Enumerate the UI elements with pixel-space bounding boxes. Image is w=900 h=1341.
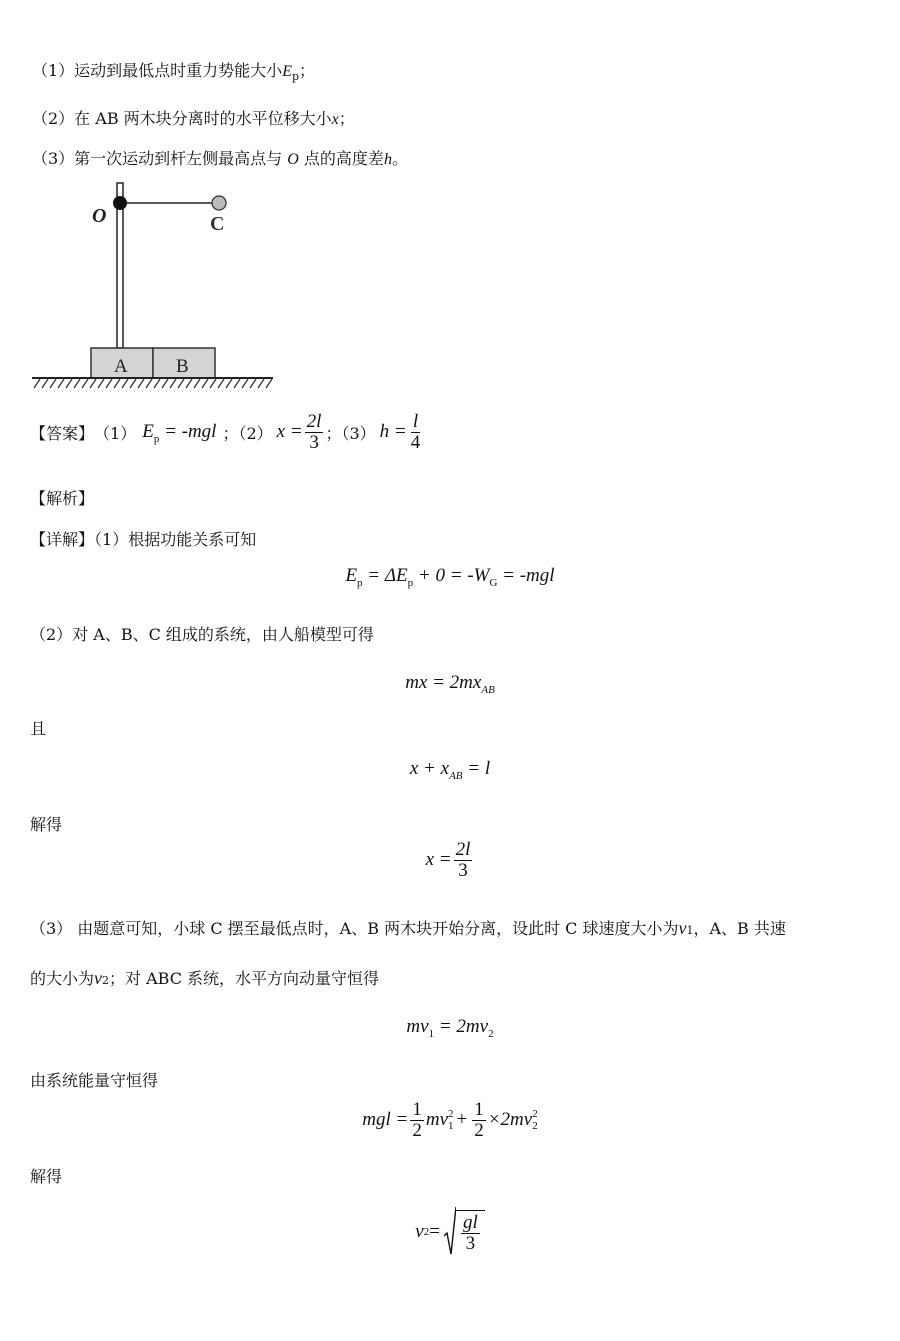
eq4-den: 3 bbox=[458, 859, 468, 881]
answer-h-lhs: h = bbox=[379, 421, 407, 443]
eq6-mid: mv bbox=[425, 1109, 449, 1131]
o-symbol: O bbox=[287, 151, 299, 168]
eq6-plus: + bbox=[456, 1109, 468, 1131]
eq7-sqrt bbox=[444, 1206, 485, 1258]
equation-6 bbox=[0, 1100, 900, 1141]
equation-3 bbox=[0, 758, 900, 782]
and-text: 且 bbox=[30, 719, 47, 738]
eq6-f1-den: 2 bbox=[412, 1119, 422, 1141]
eq6-tail-sup: 2 bbox=[532, 1108, 538, 1121]
step-3-text-2a: 的大小为 bbox=[30, 969, 95, 988]
eq6-mid-sup: 2 bbox=[448, 1108, 454, 1121]
label-c: C bbox=[210, 213, 225, 235]
label-o: O bbox=[92, 205, 107, 227]
eq1-c-sub: G bbox=[489, 576, 498, 589]
eq7-den: 3 bbox=[465, 1233, 476, 1254]
answer-line bbox=[30, 412, 424, 453]
detail-step-2: （2）对 A、B、C 组成的系统，由人船模型可得 bbox=[30, 625, 374, 644]
eq6-fraction-1 bbox=[410, 1100, 424, 1141]
answer-part-1-label: （1） bbox=[94, 423, 137, 443]
question-3-end: 。 bbox=[391, 149, 408, 168]
detail-tag: 【详解】 bbox=[30, 530, 95, 549]
answer-x-fraction bbox=[305, 412, 324, 453]
answer-x-num: 2l bbox=[306, 411, 322, 432]
detail-step-1: （1）根据功能关系可知 bbox=[94, 530, 257, 549]
eq7-fraction bbox=[461, 1213, 480, 1254]
sqrt-sign-icon bbox=[444, 1206, 456, 1258]
eq2-sub: AB bbox=[481, 683, 495, 696]
question-1-text: （1）运动到最低点时重力势能大小 bbox=[32, 61, 283, 80]
answer-h-den: 4 bbox=[410, 431, 421, 453]
eq7-num: gl bbox=[462, 1212, 478, 1234]
eq7-eq: = bbox=[429, 1221, 440, 1242]
question-3-mid: 点的高度差 bbox=[298, 149, 384, 168]
detail-step-3-line-2 bbox=[30, 966, 379, 989]
eq6-f2-num: 1 bbox=[474, 1099, 484, 1120]
eq6-fraction-2 bbox=[472, 1100, 486, 1141]
answer-sep-1: ；（2） bbox=[222, 423, 273, 443]
question-1-end: ； bbox=[299, 61, 316, 80]
answer-h-fraction bbox=[409, 412, 423, 453]
pivot-point bbox=[113, 196, 127, 210]
pendulum-figure bbox=[28, 178, 278, 393]
eq2-a: mx = 2mx bbox=[405, 672, 482, 693]
ball-c bbox=[212, 196, 226, 210]
answer-e-rhs: = -mgl bbox=[159, 420, 217, 442]
eq1-b: = ΔE bbox=[362, 565, 408, 586]
eq6-mid-sub: 1 bbox=[448, 1120, 454, 1133]
equation-4 bbox=[0, 840, 900, 881]
detail-step-4: 由系统能量守恒得 bbox=[30, 1071, 159, 1090]
question-3-text: （3）第一次运动到杆左侧最高点与 bbox=[32, 149, 288, 168]
answer-h-num: l bbox=[412, 411, 419, 432]
detail-line-1 bbox=[30, 527, 256, 550]
eq6-f1-num: 1 bbox=[412, 1099, 422, 1120]
eq6-tail-sub: 2 bbox=[532, 1120, 538, 1133]
eq1-a-sub: p bbox=[357, 576, 363, 589]
question-2-end: ； bbox=[338, 109, 355, 128]
v1-sub: 1 bbox=[686, 924, 694, 937]
eq5-a-sub: 1 bbox=[428, 1027, 435, 1040]
eq6-f2-den: 2 bbox=[474, 1119, 484, 1141]
question-2-text: （2）在 AB 两木块分离时的水平位移大小 bbox=[32, 109, 332, 128]
step-3-text-2b: ；对 ABC 系统，水平方向动量守恒得 bbox=[109, 969, 380, 988]
analysis-tag: 【解析】 bbox=[30, 489, 95, 508]
eq4-num: 2l bbox=[455, 839, 471, 860]
solve-text-1: 解得 bbox=[30, 815, 63, 834]
question-2 bbox=[32, 106, 355, 129]
eq7-lhs-sub: 2 bbox=[423, 1226, 430, 1238]
answer-x-lhs: x = bbox=[276, 421, 303, 443]
eq5-a: mv bbox=[406, 1016, 429, 1037]
answer-tag: 【答案】 bbox=[30, 423, 95, 443]
v2-symbol: v bbox=[94, 968, 103, 988]
answer-ep bbox=[142, 421, 216, 445]
eq5-b-sub: 2 bbox=[488, 1027, 494, 1040]
equation-2 bbox=[0, 672, 900, 696]
v2-sub: 2 bbox=[102, 974, 110, 987]
v1-symbol: v bbox=[678, 918, 687, 938]
step-3-text-1: （3） 由题意可知，小球 C 摆至最低点时，A、B 两木块开始分离，设此时 C 球速度大小为 bbox=[30, 919, 679, 938]
detail-step-3-line-1 bbox=[30, 916, 786, 939]
eq4-fraction bbox=[454, 840, 473, 881]
answer-x bbox=[277, 412, 326, 453]
answer-x-den: 3 bbox=[309, 431, 319, 453]
equation-7 bbox=[0, 1206, 900, 1258]
answer-e-sub: p bbox=[153, 432, 160, 445]
solve-text-2: 解得 bbox=[30, 1167, 63, 1186]
eq3-sub: AB bbox=[449, 769, 463, 782]
question-3 bbox=[32, 146, 408, 169]
answer-e-symbol: E bbox=[142, 420, 154, 442]
ground-hatching bbox=[34, 379, 272, 388]
step-3-text-1-end: ，A、B 共速 bbox=[693, 919, 786, 938]
eq3-b: = l bbox=[462, 758, 491, 779]
eq6-tail: ×2mv bbox=[487, 1109, 533, 1131]
eq1-c: + 0 = -W bbox=[413, 565, 490, 586]
equation-5 bbox=[0, 1016, 900, 1040]
eq1-a: E bbox=[345, 565, 358, 586]
x-symbol: x bbox=[331, 111, 339, 128]
equation-1 bbox=[0, 565, 900, 589]
eq1-d: = -mgl bbox=[497, 565, 555, 586]
ep-subscript: p bbox=[291, 70, 300, 84]
eq3-a: x + x bbox=[409, 758, 450, 779]
eq7-lhs: v bbox=[415, 1221, 424, 1242]
ep-symbol: E bbox=[282, 63, 292, 80]
answer-sep-2: ；（3） bbox=[325, 423, 376, 443]
label-b: B bbox=[176, 356, 189, 377]
eq5-b: = 2mv bbox=[434, 1016, 489, 1037]
eq6-lhs: mgl = bbox=[362, 1109, 409, 1131]
eq1-b-sub: p bbox=[407, 576, 414, 589]
question-1 bbox=[32, 58, 315, 83]
h-symbol: h bbox=[383, 151, 392, 168]
eq4-lhs: x = bbox=[425, 849, 452, 871]
label-a: A bbox=[114, 356, 128, 377]
answer-h bbox=[380, 412, 425, 453]
